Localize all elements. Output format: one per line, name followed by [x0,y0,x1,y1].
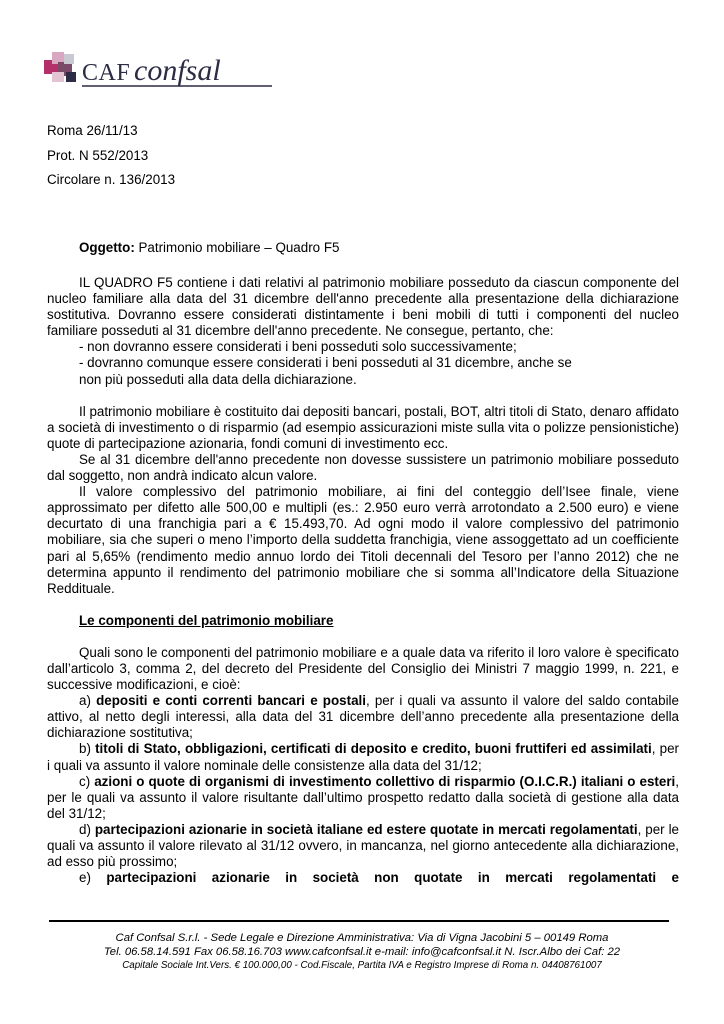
footer-legal: Capitale Sociale Int.Vers. € 100.000,00 - Cod.Fiscale, Partita IVA e Registro Imprese di Roma n. 04408761007 [122,960,602,971]
section1-paragraph-2: Se al 31 dicembre dell'anno precedente non dovesse sussistere un patrimonio mobiliare posseduto dal soggetto, non andrà indicato alcun valore. [47,451,679,484]
logo-mark-icon [44,42,276,90]
list-item: e) partecipazioni azionarie in società non quotate in mercati regolamentati e [79,870,679,886]
list-item: d) partecipazioni azionarie in società italiane ed estere quotate in mercati regolamentati, per le quali va assunto il valore rilevato al 31/12 ovvero, in mancanza, nel giorno antecedente alla dichiarazione, ad esso più prossimo; [47,821,679,870]
document-date: Roma 26/11/13 [47,123,138,138]
section1-paragraph-1: Il patrimonio mobiliare è costituito dai depositi bancari, postali, BOT, altri titoli di Stato, denaro affidato a società di investimento o di risparmio (ad esempio assicurazioni miste sulla vita o polizze pensionistiche) quote di partecipazione azionaria, fondi comuni di investimento ecc. [47,403,679,451]
list-item-term: depositi e conti correnti bancari e postali [96,693,366,709]
caf-confsal-logo [44,42,276,90]
subject-line [79,240,339,255]
protocol-number: Prot. N 552/2013 [47,148,149,163]
svg-text:CAF: CAF [82,60,131,86]
footer-contacts: Tel. 06.58.14.591 Fax 06.58.16.703 www.cafconfsal.it e-mail: info@cafconfsal.it N. Iscr.Albo dei Caf: 22 [103,946,621,958]
intro-paragraph: IL QUADRO F5 contiene i dati relativi al patrimonio mobiliare posseduto da ciascun componente del nucleo familiare alla data del 31 dicembre dell'anno precedente alla presentazione della dichiarazione sostitutiva. Dovranno essere considerati distintamente i beni mobili di tutti i componenti del nucleo familiare posseduti al 31 dicembre dell'anno precedente. Ne consegue, pertanto, che: [47,275,679,339]
list-item: a) depositi e conti correnti bancari e postali, per i quali va assunto il valore del saldo contabile attivo, al netto degli interessi, alla data del 31 dicembre dell’anno precedente alla presentazione della dichiarazione sostitutiva; [47,693,679,741]
list-item: b) titoli di Stato, obbligazioni, certificati di deposito e credito, buoni fruttiferi ed assimilati, per i quali va assunto il valore nominale delle consistenze alla data del 31/12; [47,741,679,773]
svg-text:confsal: confsal [134,54,221,87]
list-item: c) azioni o quote di organismi di investimento collettivo di risparmio (O.I.C.R.) italiani o esteri, per le quali va assunto il valore risultante dall’ultimo prospetto redatto dalla società di gestione alla data del 31/12; [47,773,679,821]
section1-paragraph-3: Il valore complessivo del patrimonio mobiliare, ai fini del conteggio dell’Isee finale, viene approssimato per difetto alle 500,00 e multipli (es.: 2.950 euro verrà arrotondato a 2.500 euro) e viene decurtato di una franchigia pari a € 15.493,70. Ad ogni modo il valore complessivo del patrimonio mobiliare, sia che superi o meno l’importo della suddetta franchigia, viene assoggettato ad un coefficiente pari al 5,65% (rendimento medio annuo lordo dei Titoli decennali del Tesoro per l’anno 2012) che ne determina appunto il rendimento del patrimonio mobiliare che si somma all’Indicatore della Situazione Reddituale. [47,484,679,596]
list-item-term: titoli di Stato, obbligazioni, certificati di deposito e credito, buoni fruttiferi ed assimilati [95,741,652,757]
intro-list-item-1: - non dovranno essere considerati i beni posseduti solo successivamente; [79,339,517,355]
footer-divider [49,920,669,922]
section2-paragraph-1: Quali sono le componenti del patrimonio mobiliare e a quale data va riferito il loro valore è specificato dall’articolo 3, comma 2, del decreto del Presidente del Consiglio dei Ministri 7 maggio 1999, n. 221, e successive modificazioni, e cioè: [47,644,679,693]
footer [0,931,724,973]
intro-list-item-2: - dovranno comunque essere considerati i beni posseduti al 31 dicembre, anche se [79,355,572,371]
subject-label: Oggetto: [79,240,135,255]
list-item-term: azioni o quote di organismi di investimento collettivo di risparmio (O.I.C.R.) italiani o esteri [94,773,676,789]
section2-heading: Le componenti del patrimonio mobiliare [79,612,334,628]
list-item-term: partecipazioni azionarie in società non quotate in mercati regolamentati e [106,870,679,886]
document-body [47,275,679,886]
intro-list-item-2-cont: non più posseduti alla data della dichiarazione. [79,371,357,387]
circular-number: Circolare n. 136/2013 [47,172,176,187]
subject-text: Patrimonio mobiliare – Quadro F5 [134,240,340,255]
list-item-term: partecipazioni azionarie in società italiane ed estere quotate in mercati regolamentati [94,821,638,837]
footer-address: Caf Confsal S.r.l. - Sede Legale e Direzione Amministrativa: Via di Vigna Jacobini 5 – 00149 Roma [115,932,609,944]
